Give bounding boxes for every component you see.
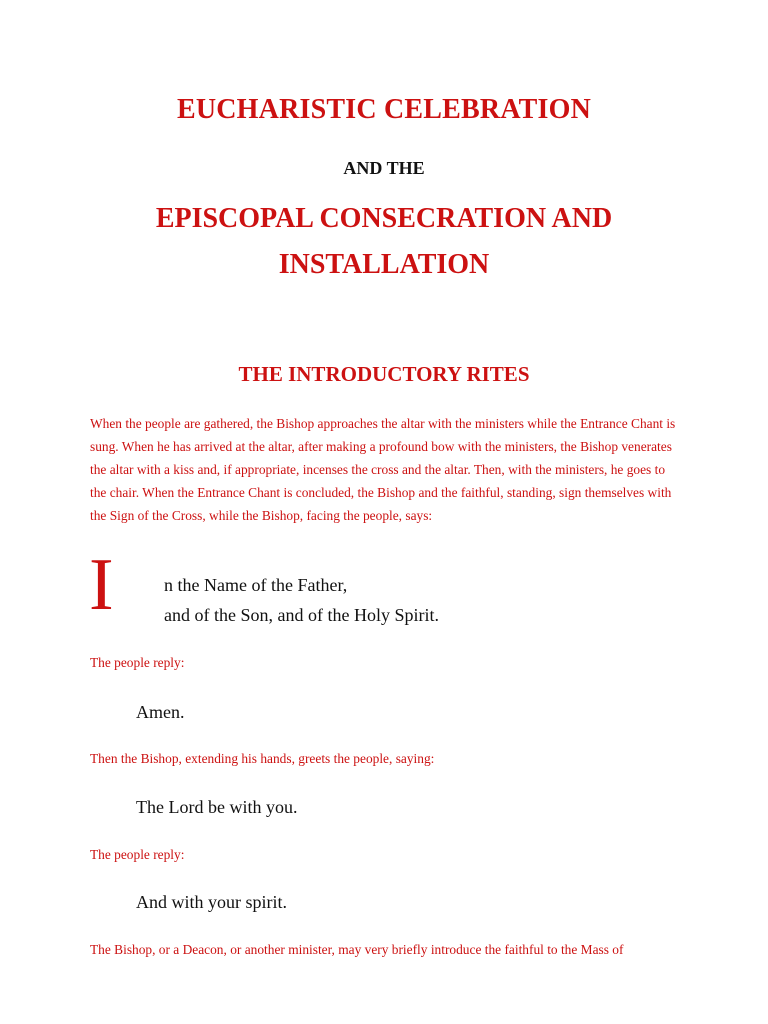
response-greeting: The Lord be with you. <box>136 797 298 817</box>
reply-rubric-2: The people reply: <box>90 847 185 862</box>
document-title: EUCHARISTIC CELEBRATION <box>176 94 592 125</box>
greeting-rubric: Then the Bishop, extending his hands, greets the people, saying: <box>90 751 435 766</box>
reply-rubric-1: The people reply: <box>90 655 185 670</box>
response-amen: Amen. <box>136 702 185 722</box>
intro-rubric: When the people are gathered, the Bishop approaches the altar with the ministers while the Entrance Chant is sung. When he has arrived at the altar, after making a profound bow with the ministers, the Bishop venerates the altar with a kiss and, if appropriate, incenses the cross and the altar. Then, with the ministers, he goes to the chair. When the Entrance Chant is concluded, the Bishop and the faithful, standing, sign themselves with the Sign of the Cross, while the Bishop, facing the people, says: <box>90 416 676 523</box>
subtitle-line-2: INSTALLATION <box>278 249 490 280</box>
subtitle-line-1: EPISCOPAL CONSECRATION AND <box>155 203 613 234</box>
final-rubric: The Bishop, or a Deacon, or another minister, may very briefly introduce the faithful to the Mass of <box>90 942 624 957</box>
prayer-line-1: n the Name of the Father, <box>164 575 348 595</box>
title-connector: AND THE <box>343 158 425 178</box>
document-subtitle <box>0 196 768 288</box>
response-spirit: And with your spirit. <box>136 892 287 912</box>
drop-cap: I <box>89 544 114 626</box>
opening-prayer <box>164 570 439 630</box>
prayer-line-2: and of the Son, and of the Holy Spirit. <box>164 605 439 625</box>
section-heading: THE INTRODUCTORY RITES <box>238 362 530 386</box>
